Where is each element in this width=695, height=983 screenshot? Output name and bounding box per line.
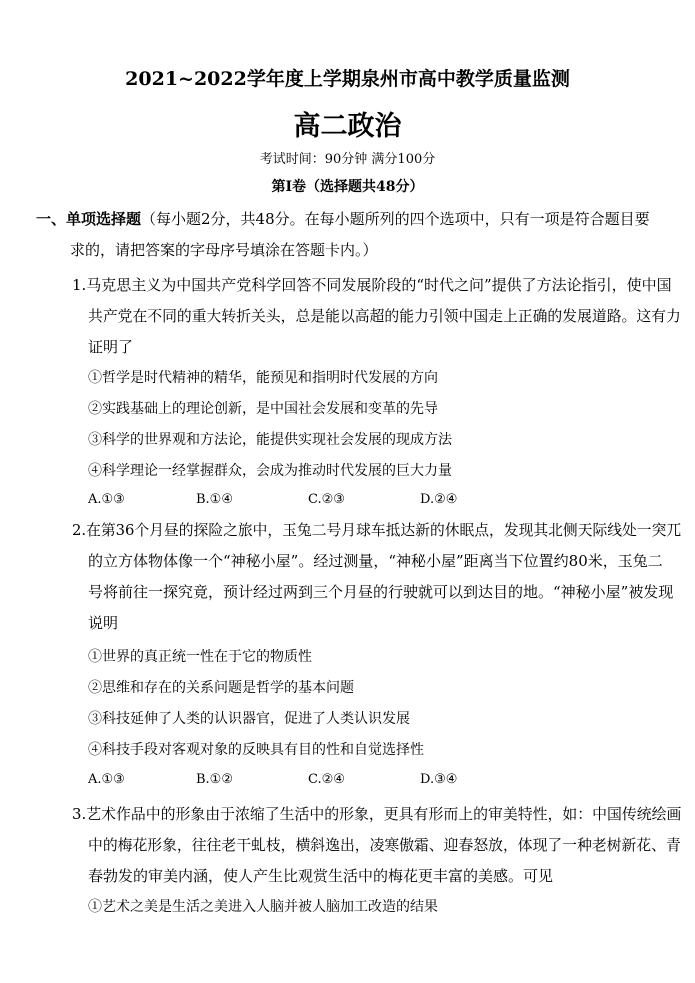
answer-choice-c: C.②③: [308, 492, 345, 507]
question-stem-line: 的立方体物体像一个“神秘小屋”。经过测量，“神秘小屋”距离当下位置约80米，玉兔二: [88, 552, 663, 570]
answer-choice-d: D.③④: [420, 772, 458, 787]
question-stem-line: 1.马克思主义为中国共产党科学回答不同发展阶段的“时代之问”提供了方法论指引，使中国: [72, 276, 672, 294]
question-option: ①世界的真正统一性在于它的物质性: [88, 649, 312, 665]
answer-choice-d: D.②④: [420, 492, 458, 507]
question-option: ③科学的世界观和方法论，能提供实现社会发展的现成方法: [88, 432, 452, 448]
question-option: ②实践基础上的理论创新，是中国社会发展和变革的先导: [88, 401, 438, 417]
question-stem-line: 3.艺术作品中的形象由于浓缩了生活中的形象，更具有形而上的审美特性，如：中国传统绘画: [72, 805, 682, 823]
question-stem-line: 号将前往一探究竟，预计经过两到三个月昼的行驶就可以到达目的地。“神秘小屋”被发现: [88, 583, 674, 601]
question-stem-line: 2.在第36个月昼的探险之旅中，玉兔二号月球车抵达新的休眠点，发现其北侧天际线处一突兀: [72, 521, 682, 539]
answer-choice-b: B.①②: [196, 772, 233, 787]
question-stem-line: 中的梅花形象，往往老干虬枝，横斜逸出，凌寒傲霜、迎春怒放，体现了一种老树新花、青: [88, 836, 681, 854]
question-option: ③科技延伸了人类的认识器官，促进了人类认识发展: [88, 711, 410, 727]
question-option: ④科技手段对客观对象的反映具有目的性和自觉选择性: [88, 742, 424, 758]
question-option: ②思维和存在的关系问题是哲学的基本问题: [88, 680, 354, 696]
answer-choice-c: C.②④: [308, 772, 345, 787]
volume-heading: 第Ⅰ卷（选择题共48分）: [271, 179, 424, 195]
section-instructions-cont: 求的，请把答案的字母序号填涂在答题卡内。）: [70, 241, 378, 259]
section-heading: 一、单项选择题: [36, 210, 142, 228]
exam-title: 2021~2022学年度上学期泉州市高中教学质量监测: [125, 68, 570, 90]
answer-choice-b: B.①④: [196, 492, 233, 507]
answer-choice-a: A.①③: [88, 772, 125, 787]
question-option: ④科学理论一经掌握群众，会成为推动时代发展的巨大力量: [88, 463, 452, 479]
question-stem-line: 证明了: [88, 338, 134, 356]
question-option: ①艺术之美是生活之美进入人脑并被人脑加工改造的结果: [88, 899, 438, 915]
question-stem-line: 春勃发的审美内涵，使人产生比观赏生活中的梅花更丰富的美感。可见: [88, 867, 554, 885]
question-option: ①哲学是时代精神的精华，能预见和指明时代发展的方向: [88, 370, 438, 386]
exam-info: 考试时间：90分钟 满分100分: [259, 152, 436, 167]
subject-title: 高二政治: [293, 111, 402, 142]
section-instructions: （每小题2分，共48分。在每小题所列的四个选项中，只有一项是符合题目要: [141, 210, 650, 228]
question-stem-line: 说明: [88, 614, 119, 632]
section-heading-line: [36, 208, 650, 229]
question-stem-line: 共产党在不同的重大转折关头，总是能以高超的能力引领中国走上正确的发展道路。这有力: [88, 307, 681, 325]
answer-choice-a: A.①③: [88, 492, 125, 507]
